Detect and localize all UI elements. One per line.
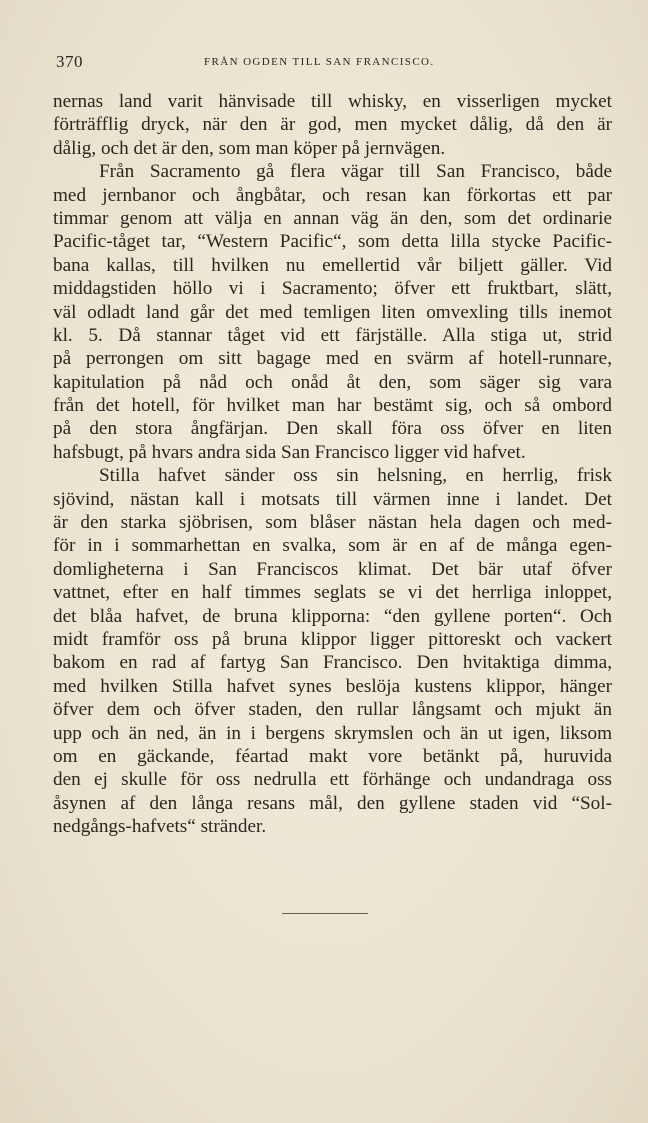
text-line: Pacific-tåget tar, “Western Pacific“, som detta lilla stycke Pacific- — [53, 231, 612, 253]
text-line: dålig, och det är den, som man köper på jernvägen. — [53, 137, 446, 159]
text-line: med hvilken Stilla hafvet synes beslöja kustens klippor, hänger — [53, 675, 612, 697]
text-line: upp och än ned, än in i bergens skrymslen och än ut igen, liksom — [53, 722, 612, 744]
page-number: 370 — [56, 52, 83, 71]
text-line: domligheterna i San Franciscos klimat. Det bär utaf öfver — [53, 558, 612, 580]
text-line: kapitulation på nåd och onåd åt den, som säger sig vara — [53, 371, 612, 393]
running-head — [54, 52, 614, 74]
text-line: middagstiden höllo vi i Sacramento; öfver ett fruktbart, slätt, — [53, 278, 612, 300]
text-line: nedgångs-hafvets“ stränder. — [53, 816, 267, 838]
text-line: med jernbanor och ångbåtar, och resan kan förkortas ett par — [53, 184, 612, 206]
running-title: FRÅN OGDEN TILL SAN FRANCISCO. — [204, 56, 435, 68]
text-line: nernas land varit hänvisade till whisky, en visserligen mycket — [53, 91, 612, 112]
text-line: väl odladt land går det med temligen liten omvexling tills inemot — [53, 301, 612, 323]
text-line: på perrongen om sitt bagage med en svärm af hotell-runnare, — [53, 348, 612, 370]
text-line: på den stora ångfärjan. Den skall föra oss öfver en liten — [53, 418, 612, 440]
text-line: bana kallas, till hvilken nu emellertid vår biljett gäller. Vid — [53, 254, 612, 276]
text-line: förträfflig dryck, när den är god, men mycket dålig, då den är — [53, 114, 612, 136]
text-line: hafsbugt, på hvars andra sida San Francisco ligger vid hafvet. — [53, 441, 526, 463]
body-text — [53, 90, 612, 839]
text-line: midt framför oss på bruna klippor ligger pittoreskt och vackert — [53, 628, 612, 650]
text-line: öfver dem och öfver staden, den rullar långsamt och mjukt än — [53, 699, 612, 721]
text-line: sjövind, nästan kall i motsats till värmen inne i landet. Det — [53, 488, 612, 510]
text-line: bakom en rad af fartyg San Francisco. Den hvitaktiga dimma, — [53, 652, 612, 674]
text-line: timmar genom att välja en annan väg än den, som det ordinarie — [53, 207, 612, 229]
text-line: kl. 5. Då stannar tåget vid ett färjställe. Alla stiga ut, strid — [53, 324, 612, 346]
text-line: den ej skulle för oss nedrulla ett förhänge och undandraga oss — [53, 769, 612, 791]
text-line: det blåa hafvet, de bruna klipporna: “den gyllene porten“. Och — [53, 605, 612, 627]
text-line: från det hotell, för hvilket man har bestämt sig, och så ombord — [53, 395, 612, 417]
text-line: Från Sacramento gå flera vägar till San Francisco, både — [99, 161, 612, 183]
text-line: åsynen af den långa resans mål, den gyllene staden vid “Sol- — [53, 792, 612, 814]
text-line: Stilla hafvet sänder oss sin helsning, en herrlig, frisk — [99, 465, 612, 487]
text-line: för in i sommarhettan en svalka, som är en af de många egen- — [53, 535, 612, 557]
text-line: vattnet, efter en half timmes seglats se vi det herrliga inloppet, — [53, 582, 612, 604]
section-divider — [282, 913, 368, 914]
text-line: om en gäckande, féartad makt vore betänkt på, huruvida — [53, 745, 612, 767]
text-line: är den starka sjöbrisen, som blåser nästan hela dagen och med- — [53, 512, 612, 534]
